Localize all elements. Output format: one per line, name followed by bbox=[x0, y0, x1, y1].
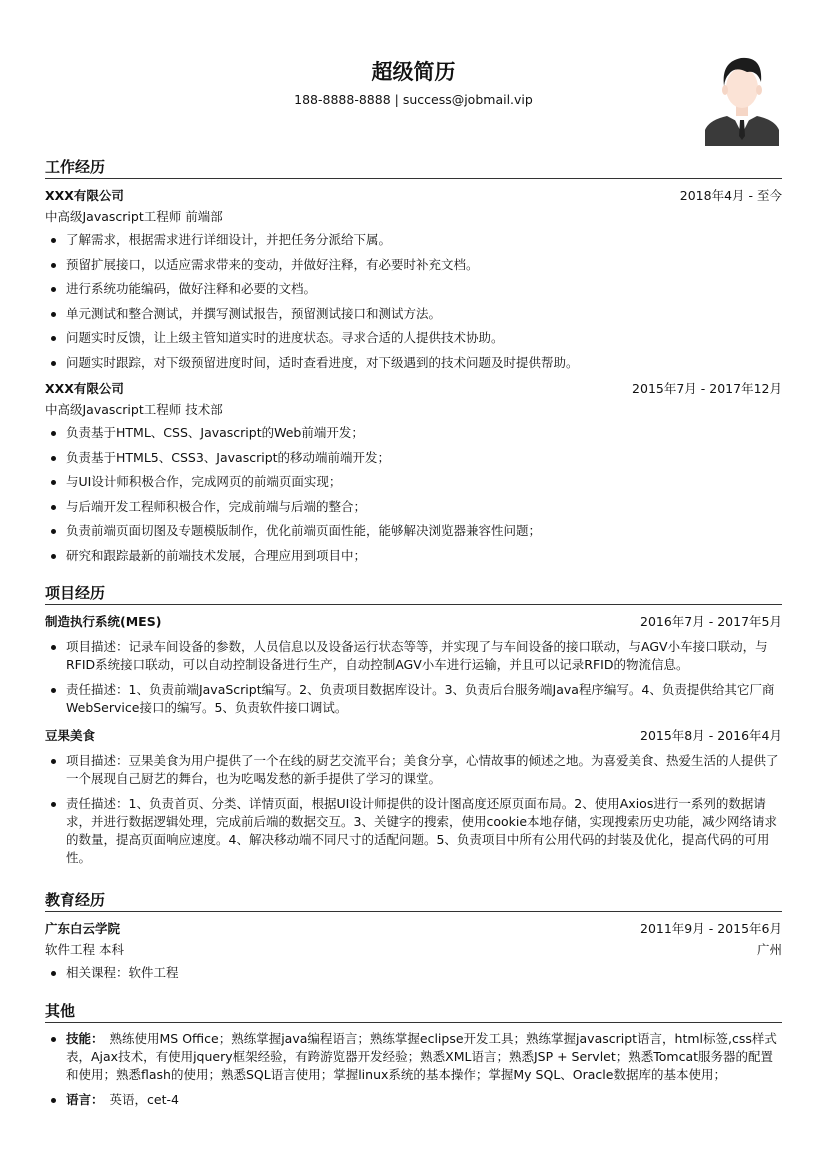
location: 广州 bbox=[756, 942, 782, 957]
list-item: 责任描述：1、负责前端JavaScript编写。2、负责项目数据库设计。3、负责后台服务端Java程序编写。4、负责提供给其它厂商WebService接口的编写。5、负责软件接口调试。 bbox=[45, 681, 782, 717]
project-1-header bbox=[45, 612, 782, 630]
company-name: XXX有限公司 bbox=[45, 188, 124, 203]
list-item: 问题实时跟踪，对下级预留进度时间，适时查看进度，对下级遇到的技术问题及时提供帮助。 bbox=[45, 354, 782, 372]
work-entry-1-bullets bbox=[45, 231, 782, 378]
list-item: 责任描述：1、负责首页、分类、详情页面，根据UI设计师提供的设计图高度还原页面布局。2、使用Axios进行一系列的数据请求，并进行数据逻辑处理，完成前后端的数据交互。3、关键字的搜索，使用cookie本地存储，实现搜索历史功能，减少网络请求的数量，提高页面响应速度。4、解决移动端不同尺寸的适配问题。5、负责项目中所有公用代码的封装及优化，提高代码的可用性。 bbox=[45, 795, 782, 867]
skills-label: 技能： bbox=[66, 1031, 104, 1046]
list-item: 问题实时反馈，让上级主管知道实时的进度状态。寻求合适的人提供技术协助。 bbox=[45, 329, 782, 347]
other-bullets bbox=[45, 1030, 782, 1115]
list-item: 负责前端页面切图及专题模版制作，优化前端页面性能，能够解决浏览器兼容性问题； bbox=[45, 522, 782, 540]
job-role: 中高级Javascript工程师 技术部 bbox=[45, 402, 223, 417]
section-title-other: 其他 bbox=[45, 1000, 782, 1023]
date-range: 2015年7月 - 2017年12月 bbox=[632, 381, 782, 396]
section-title-education: 教育经历 bbox=[45, 889, 782, 912]
language-item bbox=[45, 1091, 782, 1109]
project-2-header bbox=[45, 726, 782, 744]
project-name: 豆果美食 bbox=[45, 728, 96, 743]
list-item: 与后端开发工程师积极合作，完成前端与后端的整合； bbox=[45, 498, 782, 516]
language-label: 语言： bbox=[66, 1091, 104, 1107]
work-entry-1-header bbox=[45, 186, 782, 204]
list-item: 单元测试和整合测试，并撰写测试报告，预留测试接口和测试方法。 bbox=[45, 305, 782, 323]
section-title-work: 工作经历 bbox=[45, 156, 782, 179]
resume-name: 超级简历 bbox=[371, 60, 456, 84]
date-range: 2011年9月 - 2015年6月 bbox=[640, 921, 782, 936]
language-text: 英语，cet-4 bbox=[109, 1091, 179, 1107]
list-item: 项目描述：豆果美食为用户提供了一个在线的厨艺交流平台；美食分享，心情故事的倾述之地。为喜爱美食、热爱生活的人提供了一个展现自己厨艺的舞台，也为吃喝发愁的新手提供了学习的课堂。 bbox=[45, 752, 782, 788]
list-item: 与UI设计师积极合作，完成网页的前端页面实现； bbox=[45, 473, 782, 491]
project-2-bullets bbox=[45, 752, 782, 873]
list-item: 研究和跟踪最新的前端技术发展，合理应用到项目中； bbox=[45, 547, 782, 565]
education-subline bbox=[45, 940, 782, 958]
date-range: 2015年8月 - 2016年4月 bbox=[640, 728, 782, 743]
education-header bbox=[45, 919, 782, 937]
education-bullets bbox=[45, 964, 782, 989]
list-item: 负责基于HTML、CSS、Javascript的Web前端开发； bbox=[45, 424, 782, 442]
list-item: 进行系统功能编码，做好注释和必要的文档。 bbox=[45, 280, 782, 298]
list-item: 相关课程：软件工程 bbox=[45, 964, 782, 982]
list-item: 负责基于HTML5、CSS3、Javascript的移动端前端开发； bbox=[45, 449, 782, 467]
date-range: 2018年4月 - 至今 bbox=[679, 188, 782, 203]
school-name: 广东白云学院 bbox=[45, 921, 121, 936]
skills-item bbox=[45, 1030, 782, 1084]
date-range: 2016年7月 - 2017年5月 bbox=[640, 614, 782, 629]
project-1-bullets bbox=[45, 638, 782, 723]
list-item: 预留扩展接口，以适应需求带来的变动，并做好注释，有必要时补充文档。 bbox=[45, 256, 782, 274]
contact-info: 188-8888-8888 | success@jobmail.vip bbox=[294, 92, 533, 107]
list-item: 了解需求，根据需求进行详细设计，并把任务分派给下属。 bbox=[45, 231, 782, 249]
work-entry-2-header bbox=[45, 379, 782, 397]
job-role: 中高级Javascript工程师 前端部 bbox=[45, 209, 223, 224]
list-item: 项目描述：记录车间设备的参数，人员信息以及设备运行状态等等，并实现了与车间设备的接口联动，与AGV小车接口联动，与RFID系统接口联动，可以自动控制设备进行生产，自动控制AGV小车进行运输，并且可以记录RFID的物流信息。 bbox=[45, 638, 782, 674]
major-degree: 软件工程 本科 bbox=[45, 942, 124, 957]
company-name: XXX有限公司 bbox=[45, 381, 124, 396]
project-name: 制造执行系统(MES) bbox=[45, 614, 162, 629]
avatar bbox=[705, 52, 779, 146]
section-title-projects: 项目经历 bbox=[45, 582, 782, 605]
skills-text: 熟练使用MS Office；熟练掌握java编程语言；熟练掌握eclipse开发工具；熟练掌握javascript语言，html标签,css样式表，Ajax技术，有使用jquery框架经验，有跨游览器开发经验；熟悉XML语言；熟悉JSP + Servlet；熟悉Tomcat服务器的配置和使用；熟悉flash的使用；熟悉SQL语言使用；掌握linux系统的基本操作；掌握My SQL、Oracle数据库的基本使用； bbox=[66, 1031, 777, 1082]
work-entry-2-bullets bbox=[45, 424, 782, 571]
